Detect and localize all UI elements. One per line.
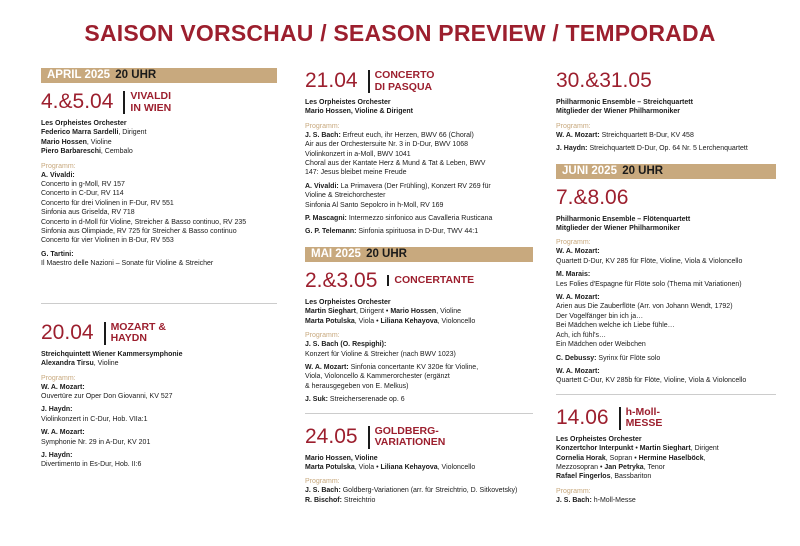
ensemble: Philharmonic Ensemble – Streichquartett — [556, 99, 693, 106]
work: Violinkonzert in a-Moll, BWV 1041 — [305, 150, 411, 158]
work-line — [305, 496, 533, 505]
composer: J. S. Bach: — [556, 496, 592, 504]
title-line: MOZART & — [110, 320, 166, 333]
performer — [556, 472, 776, 481]
performer-name: Marta Potulska — [305, 463, 355, 471]
performer — [556, 463, 776, 472]
work-line — [556, 144, 776, 153]
work-line — [305, 227, 533, 236]
program — [305, 340, 533, 404]
performer-role: , Tenor — [643, 463, 665, 471]
program — [556, 496, 776, 505]
work: Ach, ich fühl's… — [556, 331, 606, 339]
work: Streichquartett B-Dur, KV 458 — [599, 131, 694, 139]
work: & herausgegeben von E. Melkus) — [305, 382, 409, 390]
performer-role: , Dirigent — [118, 129, 147, 137]
title-line: CONCERTO — [374, 69, 435, 81]
composer: W. A. Mozart: — [305, 363, 349, 371]
month-name: APRIL 2025 — [47, 69, 111, 81]
event-h-moll-messe — [556, 405, 776, 505]
performer-name: Liliana Kehayova — [380, 463, 438, 471]
composer: P. Mascagni: — [305, 215, 347, 223]
work: Arien aus Die Zauberflöte (Arr. von Johann Wendt, 1792) — [556, 303, 733, 311]
event-date: 2.&3.05 — [305, 268, 378, 292]
divider — [41, 303, 277, 304]
title-line: GOLDBERG- — [374, 424, 439, 437]
performers — [305, 298, 533, 326]
work: Sinfonia aus Griselda, RV 718 — [41, 209, 135, 217]
composer: W. A. Mozart: — [556, 367, 600, 375]
performers — [41, 119, 277, 157]
performer-name: Martin Sieghart — [305, 308, 356, 316]
event-concertante — [305, 268, 533, 405]
month-name: MAI 2025 — [311, 247, 361, 260]
work: Quartett C-Dur, KV 285b für Flöte, Violine, Viola & Violoncello — [556, 377, 747, 385]
ensemble-members: Mitglieder der Wiener Philharmoniker — [556, 108, 681, 116]
program-label: Programm: — [41, 162, 76, 170]
work: Viola, Violoncello & Kammerorchester (ergänzt — [305, 373, 450, 381]
program-label: Programm: — [556, 239, 591, 247]
composer: G. P. Telemann: — [305, 228, 357, 236]
performer — [41, 147, 277, 156]
composer: J. Haydn: — [556, 145, 588, 153]
program-label: Programm: — [305, 332, 340, 340]
ensemble: Les Orpheistes Orchester — [305, 298, 391, 306]
performer-role: , — [703, 454, 706, 462]
ensemble: Les Orpheistes Orchester — [556, 435, 642, 443]
program-label: Programm: — [556, 487, 591, 495]
title-line: IN WIEN — [130, 101, 172, 114]
work: Erfreut euch, ihr Herzen, BWV 66 (Choral) — [340, 131, 474, 139]
work: Concerto für vier Violinen in B-Dur, RV 553 — [41, 237, 174, 245]
performer-name: Liliana Kehayova — [380, 317, 438, 325]
performer-role: , Violine — [93, 360, 119, 368]
program — [556, 247, 776, 385]
title-line: VIVALDI — [130, 90, 172, 102]
work: Streicherserenade op. 6 — [327, 396, 405, 404]
performer-name: Cornelia Horak — [556, 454, 606, 462]
work-line — [556, 131, 776, 140]
composer: J. Suk: — [305, 396, 328, 404]
work-line — [305, 486, 533, 495]
performer — [305, 307, 533, 316]
work: Bei Mädchen welche ich Liebe fühle… — [556, 322, 675, 330]
performers — [556, 435, 776, 482]
performer-role: , Violine — [436, 308, 461, 316]
performers — [556, 98, 776, 117]
performer — [305, 463, 533, 472]
composer: M. Marais: — [556, 271, 591, 279]
performer-role: , Violoncello — [437, 463, 476, 471]
work: Goldberg-Variationen (arr. für Streichtrio, D. Sitkovetsky) — [340, 487, 518, 495]
event-date: 24.05 — [305, 424, 358, 448]
work: Violine & Streichorchester — [305, 192, 386, 200]
performer-name: Konzertchor Interpunkt — [556, 445, 634, 453]
performer-role: , Viola • — [354, 463, 381, 471]
performer — [305, 317, 533, 326]
work: Sinfonia spirituosa in D-Dur, TWV 44:1 — [356, 228, 479, 236]
work: Intermezzo sinfonico aus Cavalleria Rusticana — [346, 215, 493, 223]
performer-role: , Violine — [86, 138, 112, 146]
event-title — [387, 275, 474, 287]
work: La Primavera (Der Frühling), Konzert RV 269 für — [338, 182, 491, 190]
work: Der Vogelfänger bin ich ja… — [556, 312, 644, 320]
column-april-may — [305, 68, 533, 513]
work-line — [305, 363, 533, 372]
work: 147: Jesus bleibet meine Freude — [305, 169, 407, 177]
month-time: 20 UHR — [622, 164, 664, 177]
work: Il Maestro delle Nazioni – Sonate für Violine & Streicher — [41, 260, 214, 268]
composer: W. A. Mozart: — [556, 131, 600, 139]
performer-name: Alexandra Tirsu — [41, 360, 94, 368]
performer: Mario Hossen, Violine — [305, 454, 378, 462]
work-line — [556, 354, 776, 363]
work: Concerto für drei Violinen in F-Dur, RV 551 — [41, 199, 174, 207]
composer: W. A. Mozart: — [556, 248, 600, 256]
performer-name: Mario Hossen — [41, 138, 87, 146]
work: Les Folies d'Espagne für Flöte solo (Thema mit Variationen) — [556, 280, 742, 288]
work-line — [305, 395, 533, 404]
performer-name: Federico Marra Sardelli — [41, 129, 119, 137]
work: Violinkonzert in C-Dur, Hob. VIIa:1 — [41, 415, 148, 423]
event-title — [619, 407, 663, 430]
performer-name: Mario Hossen — [390, 308, 437, 316]
event-concerto-di-pasqua — [305, 68, 533, 237]
title-line: VARIATIONEN — [374, 436, 446, 449]
work: Sinfonia aus Olimpiade, RV 725 für Streicher & Basso continuo — [41, 228, 237, 236]
event-floetenquartett — [556, 185, 776, 386]
page-title: SAISON VORSCHAU / SEASON PREVIEW / TEMPORADA — [84, 20, 716, 46]
event-date: 4.&5.04 — [41, 90, 114, 113]
event-title — [368, 70, 435, 93]
program — [41, 383, 277, 470]
event-date: 7.&8.06 — [556, 185, 629, 209]
work: Sinfonia Al Santo Sepolcro in h-Moll, RV 169 — [305, 201, 444, 209]
work: Concerto in d-Moll für Violine, Streicher & Basso continuo, RV 235 — [41, 218, 247, 226]
performer-role: , Bassbariton — [610, 473, 652, 481]
title-line: MESSE — [625, 417, 663, 430]
work: Air aus der Orchestersuite Nr. 3 in D-Dur, BWV 1068 — [305, 141, 469, 149]
work: Sinfonia concertante KV 320e für Violine, — [348, 363, 479, 371]
composer: J. S. Bach: — [305, 131, 341, 139]
performer-name: Marta Potulska — [305, 317, 355, 325]
month-bar-april — [41, 68, 277, 83]
composer: J. Haydn: — [41, 406, 73, 414]
composer: W. A. Mozart: — [41, 383, 85, 391]
ensemble: Streichquintett Wiener Kammersymphonie — [41, 350, 183, 358]
program-label: Programm: — [305, 478, 340, 486]
program — [305, 131, 533, 237]
work: Quartett D-Dur, KV 285 für Flöte, Violine, Viola & Violoncello — [556, 257, 743, 265]
composer: J. S. Bach: — [305, 487, 341, 495]
program — [41, 171, 277, 269]
performer-role: Mezzosopran • — [556, 463, 605, 471]
performer-name: Piero Barbareschi — [41, 148, 101, 156]
composer: J. S. Bach (O. Respighi): — [305, 341, 387, 349]
work: Symphonie Nr. 29 in A-Dur, KV 201 — [41, 438, 151, 446]
performer — [41, 359, 277, 368]
ensemble-members: Mitglieder der Wiener Philharmoniker — [556, 225, 681, 233]
work: Concerto in g-Moll, RV 157 — [41, 181, 125, 189]
month-time: 20 UHR — [115, 69, 157, 81]
ensemble: Les Orpheistes Orchester — [41, 120, 127, 127]
performer-role: , Violoncello — [437, 317, 476, 325]
composer: W. A. Mozart: — [41, 429, 85, 437]
composer: J. Haydn: — [41, 451, 73, 459]
event-goldberg — [305, 424, 533, 506]
month-bar-june — [556, 164, 776, 179]
event-title — [368, 426, 446, 449]
divider — [305, 413, 533, 414]
title-line: DI PASQUA — [374, 80, 433, 93]
performers — [556, 215, 776, 234]
ensemble: Les Orpheistes Orchester — [305, 99, 391, 106]
work: Konzert für Violine & Streicher (nach BWV 1023) — [305, 350, 456, 358]
work: Streichquartett D-Dur, Op. 64 Nr. 5 Lerchenquartett — [587, 145, 748, 153]
title-line: h-Moll- — [625, 405, 660, 418]
composer: A. Vivaldi: — [41, 171, 75, 179]
month-name: JUNI 2025 — [562, 164, 617, 177]
composer: G. Tartini: — [41, 250, 74, 258]
separator: • — [633, 445, 640, 453]
performer-role: , Cembalo — [100, 148, 133, 156]
composer: W. A. Mozart: — [556, 294, 600, 302]
performer-role: , Dirigent • — [355, 308, 391, 316]
work: Divertimento in Es-Dur, Hob. II:6 — [41, 461, 142, 469]
month-time: 20 UHR — [366, 247, 407, 260]
program-label: Programm: — [41, 374, 76, 382]
performer-role: , Sopran • — [605, 454, 639, 462]
work: Choral aus der Kantate Herz & Mund & Tat & Leben, BWV — [305, 160, 486, 168]
event-date: 21.04 — [305, 69, 358, 92]
work-line — [305, 131, 533, 140]
month-bar-may — [305, 247, 533, 262]
performer: Mario Hossen, Violine & Dirigent — [305, 108, 414, 116]
work: Ein Mädchen oder Weibchen — [556, 341, 646, 349]
work-line — [556, 496, 776, 505]
performer-role: , Viola • — [354, 317, 381, 325]
program — [556, 131, 776, 154]
event-date: 14.06 — [556, 405, 609, 429]
work: h-Moll-Messe — [591, 496, 636, 504]
divider — [556, 394, 776, 395]
work-line — [305, 182, 533, 191]
event-vivaldi — [41, 89, 277, 269]
composer: C. Debussy: — [556, 354, 597, 362]
column-may-june — [556, 68, 776, 513]
performer — [556, 444, 776, 453]
column-april — [41, 68, 277, 478]
ensemble: Philharmonic Ensemble – Flötenquartett — [556, 215, 691, 223]
performer-name: Martin Sieghart — [639, 445, 691, 453]
program-label: Programm: — [556, 122, 591, 130]
performers — [305, 98, 533, 117]
event-title — [123, 91, 171, 114]
performers — [41, 350, 277, 369]
event-streichquartett — [556, 68, 776, 154]
performer-name: Rafael Fingerlos — [556, 473, 611, 481]
performer-name: Jan Petryka — [604, 463, 644, 471]
work: Ouvertüre zur Oper Don Giovanni, KV 527 — [41, 392, 173, 400]
event-mozart-haydn — [41, 320, 277, 470]
work: Concerto in C-Dur, RV 114 — [41, 190, 124, 198]
event-date: 20.04 — [41, 320, 94, 344]
composer: A. Vivaldi: — [305, 182, 339, 190]
performer-role: , Dirigent — [690, 445, 719, 453]
work: Syrinx für Flöte solo — [596, 354, 661, 362]
program-label: Programm: — [305, 122, 340, 130]
performer — [41, 128, 277, 137]
performers — [305, 454, 533, 473]
performer — [556, 454, 776, 463]
event-title — [104, 322, 166, 345]
performer-name: Hermine Haselböck — [638, 454, 704, 462]
work: Streichtrio — [341, 496, 376, 504]
title-line: HAYDN — [110, 332, 147, 345]
performer — [41, 138, 277, 147]
composer: R. Bischof: — [305, 496, 342, 504]
work-line — [305, 214, 533, 223]
title-line: CONCERTANTE — [394, 273, 475, 286]
program — [305, 486, 533, 505]
event-date: 30.&31.05 — [556, 69, 652, 92]
